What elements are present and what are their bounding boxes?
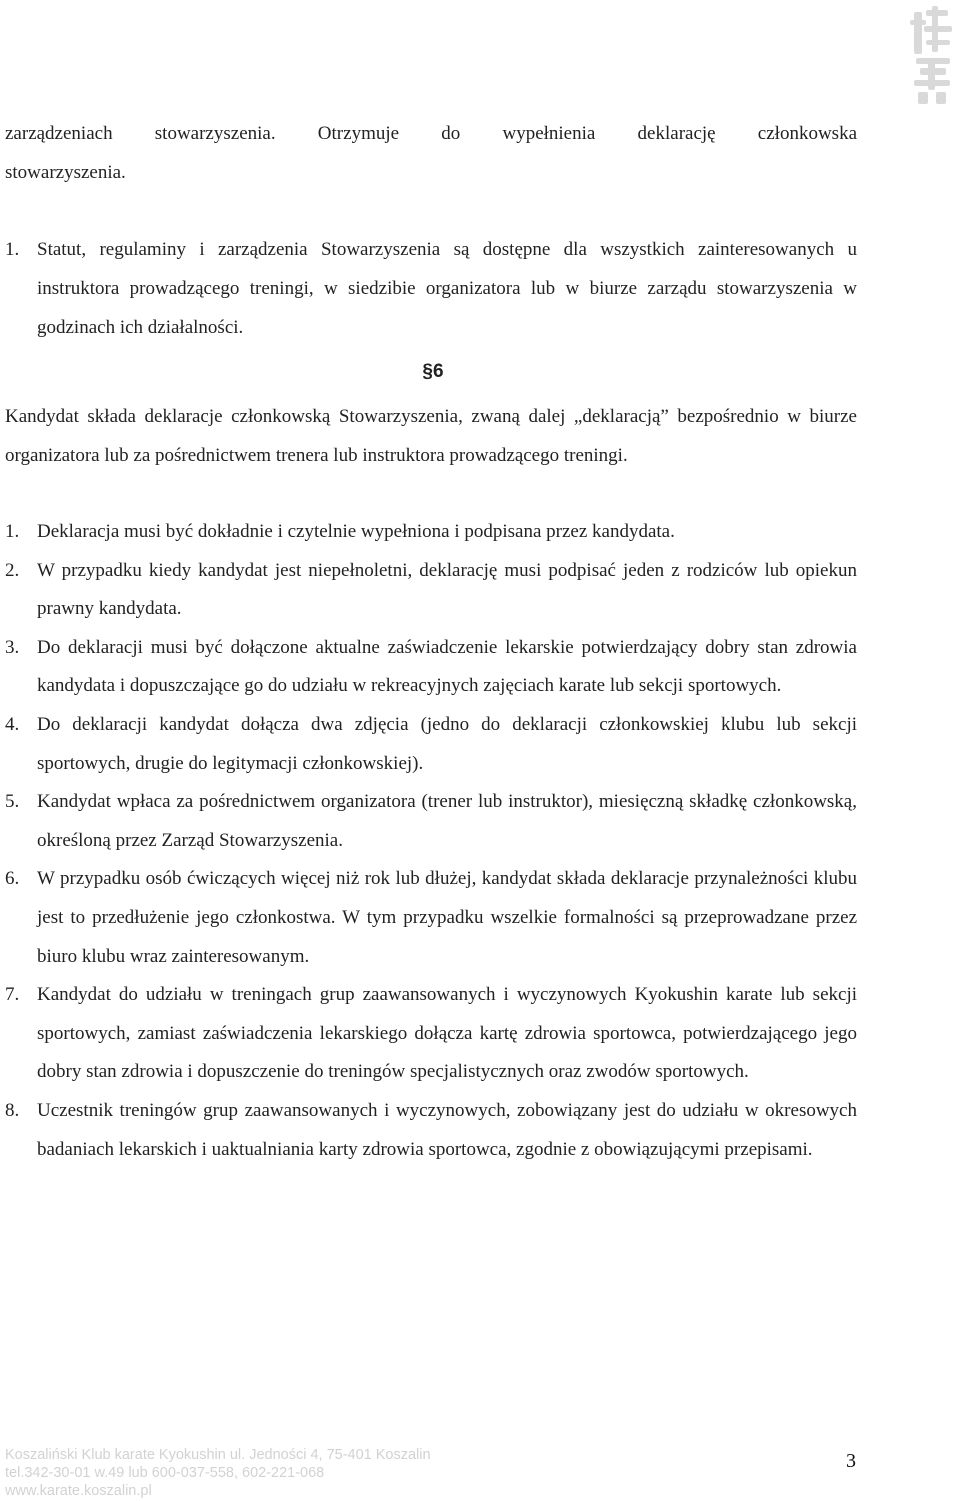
list-item [5,860,857,976]
kanji-logo-icon [910,6,954,106]
footer-phone: tel.342-30-01 w.49 lub 600-037-558, 602-221-068 [5,1465,325,1481]
footer-website[interactable]: www.karate.koszalin.pl [5,1483,152,1499]
list-item [5,230,857,347]
list-item [5,783,857,860]
list-item-text: Deklaracja musi być dokładnie i czytelnie wypełniona i podpisana przez kandydata. [37,521,675,542]
list-item-number: 6. [5,868,20,890]
list-item-text: W przypadku osób ćwiczących więcej niż rok lub dłużej, kandydat składa deklaracje przynależności klubu jest to przedłużenie jego członkostwa. W tym przypadku wszelkie formalności są przeprowadzane przez biuro klubu wraz zainteresowanym. [37,868,857,967]
list-item-text: Uczestnik treningów grup zaawansowanych i wyczynowych, zobowiązany jest do udziału w okresowych badaniach lekarskich i uaktualniania karty zdrowia sportowca, zgodnie z obowiązującymi przepisami. [37,1099,857,1160]
list-item-number: 7. [5,984,20,1006]
list-item-text: Kandydat wpłaca za pośrednictwem organizatora (trener lub instruktor), miesięczną składkę członkowską, określoną przez Zarząd Stowarzyszenia. [37,791,857,851]
list-item-number: 8. [5,1099,20,1121]
list-item-text: Do deklaracji musi być dołączone aktualne zaświadczenie lekarskie potwierdzający dobry stan zdrowia kandydata i dopuszczające go do udziału w rekreacyjnych zajęciach karate lub sekcji sportowych. [37,636,857,697]
list-item [5,706,857,783]
list-item-number: 4. [5,713,20,735]
list-item-number: 3. [5,636,20,658]
footer [5,1446,855,1500]
list-item [5,1092,857,1169]
list-item [5,552,857,629]
list-item [5,976,857,1092]
list-item [5,513,857,552]
list-item-text: Do deklaracji kandydat dołącza dwa zdjęcia (jedno do deklaracji członkowskiej klubu lub sekcji sportowych, drugie do legitymacji członkowskiej). [37,713,857,774]
list-item-text: W przypadku kiedy kandydat jest niepełnoletni, deklarację musi podpisać jeden z rodziców lub opiekun prawny kandydata. [37,559,857,620]
list-item-number: 5. [5,791,20,813]
list-item-number: 1. [5,521,20,542]
list-item-text: Kandydat do udziału w treningach grup zaawansowanych i wyczynowych Kyokushin karate lub sekcji sportowych, zamiast zaświadczenia lekarskiego dołącza kartę zdrowia sportowca, potwierdzającego jego dobry stan zdrowia i dopuszczenie do treningów specjalistycznych oraz zwodów sportowych. [37,984,857,1083]
document-body [5,114,857,1169]
statute-list [5,230,857,347]
list-item-text: Statut, regulaminy i zarządzenia Stowarzyszenia są dostępne dla wszystkich zainteresowanych u instruktora prowadzącego treningi, w siedzibie organizatora lub w biurze zarządu stowarzyszenia w godzinach ich działalności. [37,239,857,338]
intro-line-1: zarządzeniach stowarzyszenia. Otrzymuje do wypełnienia deklarację członkowska [5,123,857,144]
declaration-list [5,513,857,1169]
page-number: 3 [846,1450,856,1472]
section-paragraph: Kandydat składa deklaracje członkowską Stowarzyszenia, zwaną dalej „deklaracją” bezpośrednio w biurze organizatora lub za pośrednictwem trenera lub instruktora prowadzącego treningi. [5,406,857,466]
list-item-number: 1. [5,239,20,260]
footer-address: Koszaliński Klub karate Kyokushin ul. Jedności 4, 75-401 Koszalin [5,1447,431,1463]
intro-line-2: stowarzyszenia. [5,162,126,183]
list-item-number: 2. [5,559,20,581]
section-heading: §6 [422,361,444,382]
section-number: 6 [433,361,444,382]
list-item [5,629,857,706]
